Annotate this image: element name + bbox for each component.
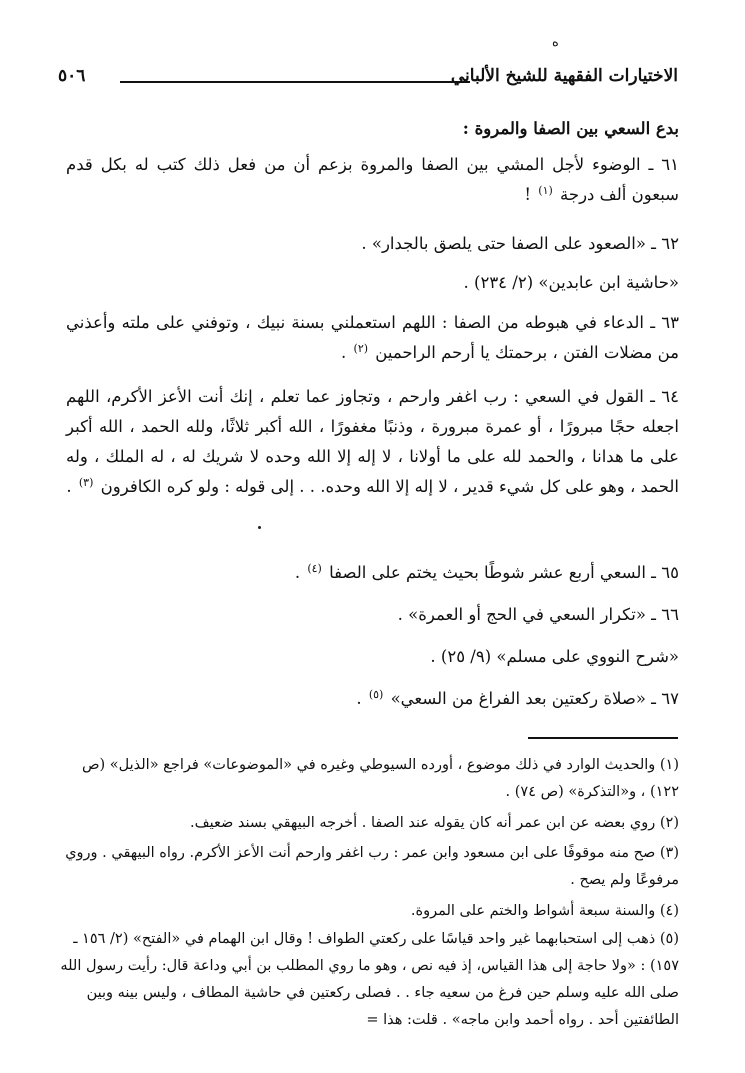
item-67-text: ٦٧ ـ «صلاة ركعتين بعد الفراغ من السعي» (390, 689, 679, 708)
item-63-text: ٦٣ ـ الدعاء في هبوطه من الصفا : اللهم استعملني بسنة نبيك ، وتوفني على ملته وأعذني من مضلات الفتن ، برحمتك يا أرحم الراحمين (66, 313, 679, 362)
ink-speck (258, 526, 261, 529)
item-63 (66, 308, 679, 368)
item-61-end: ! (524, 185, 532, 204)
item-63-end: . (341, 343, 347, 362)
footnote-ref-2: (٢) (353, 341, 369, 355)
footnote-1: (١) والحديث الوارد في ذلك موضوع ، أورده السيوطي وغيره في «الموضوعات» فراجع «الذيل» (ص ١٢٢) ، و«التذكرة» (ص ٧٤) . (81, 757, 679, 800)
item-62: ٦٢ ـ «الصعود على الصفا حتى يلصق بالجدار» . (361, 234, 679, 253)
item-65-end: . (294, 563, 301, 582)
item-65 (66, 558, 679, 588)
item-66-source: «شرح النووي على مسلم» (٩/ ٢٥) . (430, 647, 679, 666)
item-61 (66, 150, 679, 210)
header-rule (120, 81, 470, 83)
footnote-3: (٣) صح منه موقوفًا على ابن مسعود وابن عمر : رب اغفر وارحم أنت الأعز الأكرم. رواه البيهقي . وروي مرفوعًا ولم يصح . (65, 845, 679, 888)
item-67 (66, 684, 679, 714)
item-62-source: «حاشية ابن عابدين» (٢/ ٢٣٤) . (463, 273, 679, 292)
footnote-5: (٥) ذهب إلى استحبابهما غير واحد قياسًا على ركعتي الطواف ! وقال ابن الهمام في «الفتح» (٢/ ١٥٦ ـ ١٥٧) : «ولا حاجة إلى هذا القياس، إذ فيه نص ، وهو ما روي المطلب بن أبي وداعة قال: رأيت رسول الله صلى الله عليه وسلم حين فرغ من سعيه جاء . . فصلى ركعتين في حاشية المطاف ، وليس بينه وبين الطائفتين أحد . رواه أحمد وابن ماجه» . قلت: هذا = (60, 931, 679, 1028)
footnote-ref-4: (٤) (307, 561, 322, 575)
item-65-text: ٦٥ ـ السعي أربع عشر شوطًا بحيث يختم على الصفا (329, 563, 679, 582)
book-title: الاختيارات الفقهية للشيخ الألباني (450, 66, 678, 86)
section-heading: بدع السعي بين الصفا والمروة : (462, 119, 679, 138)
footnote-4: (٤) والسنة سبعة أشواط والختم على المروة. (410, 903, 679, 919)
item-64-end: . (66, 477, 72, 496)
footnote-ref-3: (٣) (78, 475, 94, 489)
item-61-text: ٦١ ـ الوضوء لأجل المشي بين الصفا والمروة بزعم أن من فعل ذلك كتب له بكل قدم سبعون ألف درجة (66, 155, 679, 204)
item-66: ٦٦ ـ «تكرار السعي في الحج أو العمرة» . (397, 605, 679, 624)
item-64 (66, 382, 679, 502)
top-mark: ه (552, 35, 559, 50)
running-header (58, 62, 678, 92)
footnote-ref-5: (٥) (368, 687, 384, 701)
footnote-2: (٢) روي بعضه عن ابن عمر أنه كان يقوله عند الصفا . أخرجه البيهقي بسند ضعيف. (190, 815, 679, 831)
page-number: ٥٠٦ (58, 66, 86, 86)
footnote-rule (528, 737, 678, 739)
item-64-text: ٦٤ ـ القول في السعي : رب اغفر وارحم ، وتجاوز عما تعلم ، إنك أنت الأعز الأكرم، اللهم اجعله حجًا مبرورًا ، أو عمرة مبرورة ، وذنبًا مغفورًا ، الله أكبر ثلاثًا، ولله الحمد ، الله أكبر على ما هدانا ، والحمد لله على ما أولانا ، لا إله إلا الله وحده لا شريك له ، له الملك ، وله الحمد ، وهو على كل شيء قدير ، لا إله إلا الله وحده. . . إلى قوله : ولو كره الكافرون (66, 387, 679, 496)
item-67-end: . (356, 689, 362, 708)
footnote-ref-1: (١) (538, 183, 553, 197)
